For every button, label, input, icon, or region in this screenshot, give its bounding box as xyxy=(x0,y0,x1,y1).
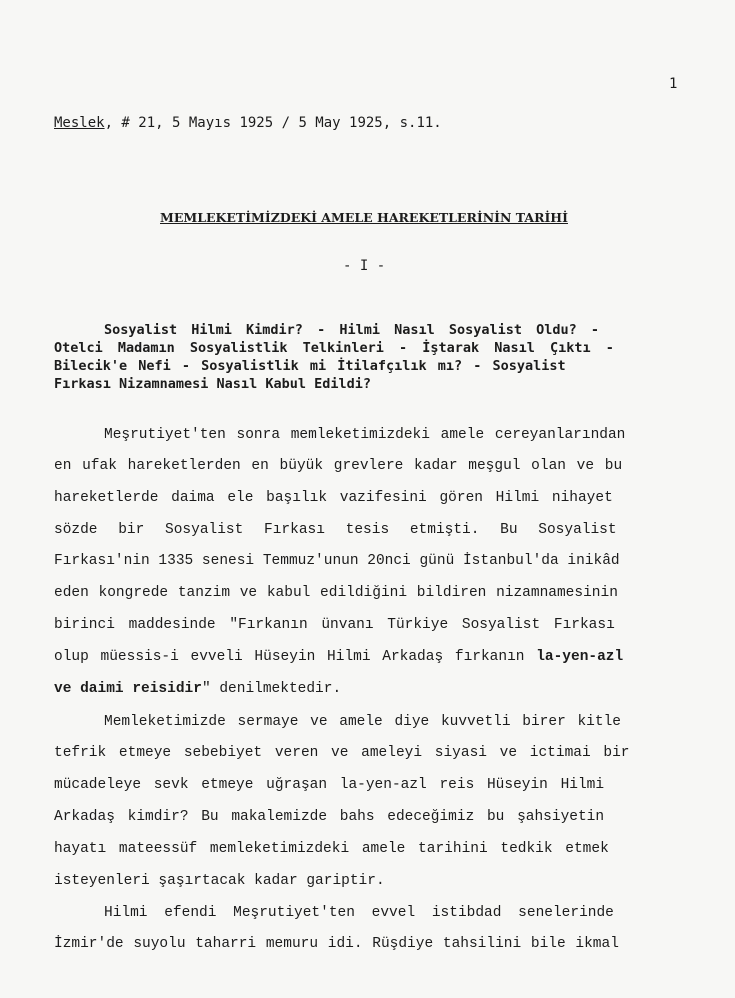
body-line: isteyenleri şaşırtacak kadar gariptir. xyxy=(54,873,385,889)
section-numeral: - I - xyxy=(343,258,386,274)
body-line: eden kongrede tanzim ve kabul edildiğini bildiren nizamnamesinin xyxy=(54,585,618,601)
body-line xyxy=(54,649,623,665)
article-title: MEMLEKETİMİZDEKİ AMELE HAREKETLERİNİN TARİHİ xyxy=(160,210,568,225)
body-line: Memleketimizde sermaye ve amele diye kuvvetli birer kitle xyxy=(104,714,621,730)
body-line: birinci maddesinde "Fırkanın ünvanı Türkiye Sosyalist Fırkası xyxy=(54,617,615,633)
body-line: Arkadaş kimdir? Bu makalemizde bahs edeceğimiz bu şahsiyetin xyxy=(54,809,605,825)
body-line: hayatı mateessüf memleketimizdeki amele tarihini tedkik etmek xyxy=(54,841,609,857)
summary-line: Otelci Madamın Sosyalistlik Telkinleri - İştarak Nasıl Çıktı - xyxy=(54,340,614,356)
body-line xyxy=(54,681,341,697)
body-line: mücadeleye sevk etmeye uğraşan la-yen-azl reis Hüseyin Hilmi xyxy=(54,777,605,793)
summary-line: Bilecik'e Nefi - Sosyalistlik mi İtilafçılık mı? - Sosyalist xyxy=(54,358,566,374)
body-line: tefrik etmeye sebebiyet veren ve ameleyi siyasi ve ictimai bir xyxy=(54,745,630,761)
body-line: sözde bir Sosyalist Fırkası tesis etmişti. Bu Sosyalist xyxy=(54,522,617,538)
body-line: Fırkası'nin 1335 senesi Temmuz'unun 20nci günü İstanbul'da inikâd xyxy=(54,553,620,569)
body-line: Meşrutiyet'ten sonra memleketimizdeki amele cereyanlarından xyxy=(104,427,626,443)
body-line: hareketlerde daima ele başılık vazifesini gören Hilmi nihayet xyxy=(54,490,613,506)
citation-details: , # 21, 5 Mayıs 1925 / 5 May 1925, s.11. xyxy=(104,115,442,131)
body-line: en ufak hareketlerden en büyük grevlere kadar meşgul olan ve bu xyxy=(54,458,623,474)
body-text: olup müessis-i evveli Hüseyin Hilmi Arkadaş fırkanın xyxy=(54,649,525,665)
body-line: Hilmi efendi Meşrutiyet'ten evvel istibdad senelerinde xyxy=(104,905,614,921)
summary-line: Fırkası Nizamnamesi Nasıl Kabul Edildi? xyxy=(54,376,371,392)
body-text: " denilmektedir. xyxy=(201,681,342,697)
body-line: İzmir'de suyolu taharri memuru idi. Rüşdiye tahsilini bile ikmal xyxy=(54,936,619,952)
page-number: 1 xyxy=(669,76,678,92)
citation xyxy=(54,115,442,131)
emphasis-text: ve daimi reisidir xyxy=(54,681,202,697)
emphasis-text: la-yen-azl xyxy=(536,649,624,665)
citation-source: Meslek xyxy=(54,115,105,131)
summary-line: Sosyalist Hilmi Kimdir? - Hilmi Nasıl Sosyalist Oldu? - xyxy=(104,322,600,338)
